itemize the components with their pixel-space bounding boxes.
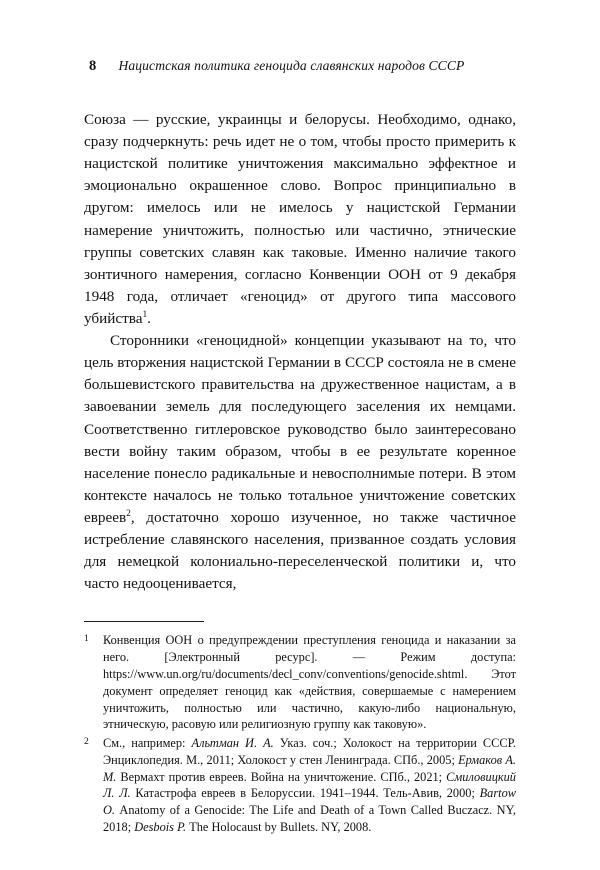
running-head xyxy=(84,58,516,75)
footnote-text-1: Конвенция ООН о предупреждении преступления геноцида и наказании за него. [Электронный ресурс]. — Режим доступа: https://www.un.org/ru/documents/decl_conv/conventions/genocide.shtml. Этот документ определяет геноцид как «действия, совершаемые с намерением уничтожить, полностью или частично, какую-либо национальную, этническую, расовую или религиозную группу как таковую». xyxy=(103,633,516,732)
running-title: Нацистская политика геноцида славянских народов СССР xyxy=(118,58,465,73)
paragraph-2 xyxy=(84,330,516,595)
footnote-segment: Anatomy of a Genocide: The Life and Death of a Town Called Buczacz. NY, 2018; xyxy=(103,803,516,834)
footnote-segment: Катастрофа евреев в Белоруссии. 1941–1944. Тель-Авив, 2000; xyxy=(135,786,480,801)
footnote-author-name: Bartow O. xyxy=(103,786,516,818)
paragraph-2-text-b: , достаточно хорошо изученное, но также частичное истребление славянского населения, призванное создать условия для немецкой колониально-переселенческой политики и, что часто недооценивается, xyxy=(84,508,516,593)
paragraph-1 xyxy=(84,109,516,330)
page-number: 8 xyxy=(89,58,97,74)
footnote-author-name: Desbois P. xyxy=(134,820,190,834)
footnote-segment: Указ. соч.; Холокост на территории СССР. Энциклопедия. М., 2011; Холокост у стен Ленинграда. СПб., 2005; xyxy=(103,736,516,767)
footnote-item xyxy=(84,735,516,836)
footnote-segment: См., например: xyxy=(103,736,192,751)
footnote-marker-2: 2 xyxy=(84,736,89,748)
paragraph-1-tail: . xyxy=(147,309,151,327)
footnote-author-name: Ермаков А. М. xyxy=(103,752,516,784)
footnote-author-name: Смиловицкий Л. Л. xyxy=(103,769,516,801)
paragraph-2-text-a: Сторонники «геноцидной» концепции указывают на то, что цель вторжения нацистской Германии в СССР состояла не в смене большевистского правительства на дружественное нацистам, а в завоевании земель для последующего заселения их немцами. Соответственно гитлеровское руководство было заинтересовано вести войну таким образом, чтобы в ее результате коренное население понесло радикальные и невосполнимые потери. В этом контексте началось не только тотальное уничтожение советских евреев xyxy=(84,332,516,526)
footnote-author-name: Альтман И. А. xyxy=(191,736,280,751)
footnote-ref-2[interactable]: 2 xyxy=(126,508,131,519)
footnote-marker-1: 1 xyxy=(84,633,89,645)
body-text xyxy=(84,109,516,595)
footnote-text-2 xyxy=(103,735,516,836)
footnote-item xyxy=(84,632,516,733)
footnote-segment: Вермахт против евреев. Война на уничтожение. СПб., 2021; xyxy=(120,769,447,784)
footnotes-area xyxy=(84,632,516,835)
footnote-separator xyxy=(84,621,204,622)
footnote-ref-1[interactable]: 1 xyxy=(142,309,148,320)
paragraph-1-text: Союза — русские, украинцы и белорусы. Необходимо, однако, сразу подчеркнуть: речь идет не о том, чтобы просто примерить к нацистской политике уничтожения максимально эффектное и эмоционально окрашенное слово. Вопрос принципиально в другом: имелось или не имелось у нацистской Германии намерение уничтожить, полностью или частично, этнические группы советских славян как таковые. Именно наличие такого зонтичного намерения, согласно Конвенции ООН от 9 декабря 1948 года, отличает «геноцид» от другого типа массового убийства xyxy=(84,111,516,327)
footnote-segment: The Holocaust by Bullets. NY, 2008. xyxy=(189,820,372,834)
